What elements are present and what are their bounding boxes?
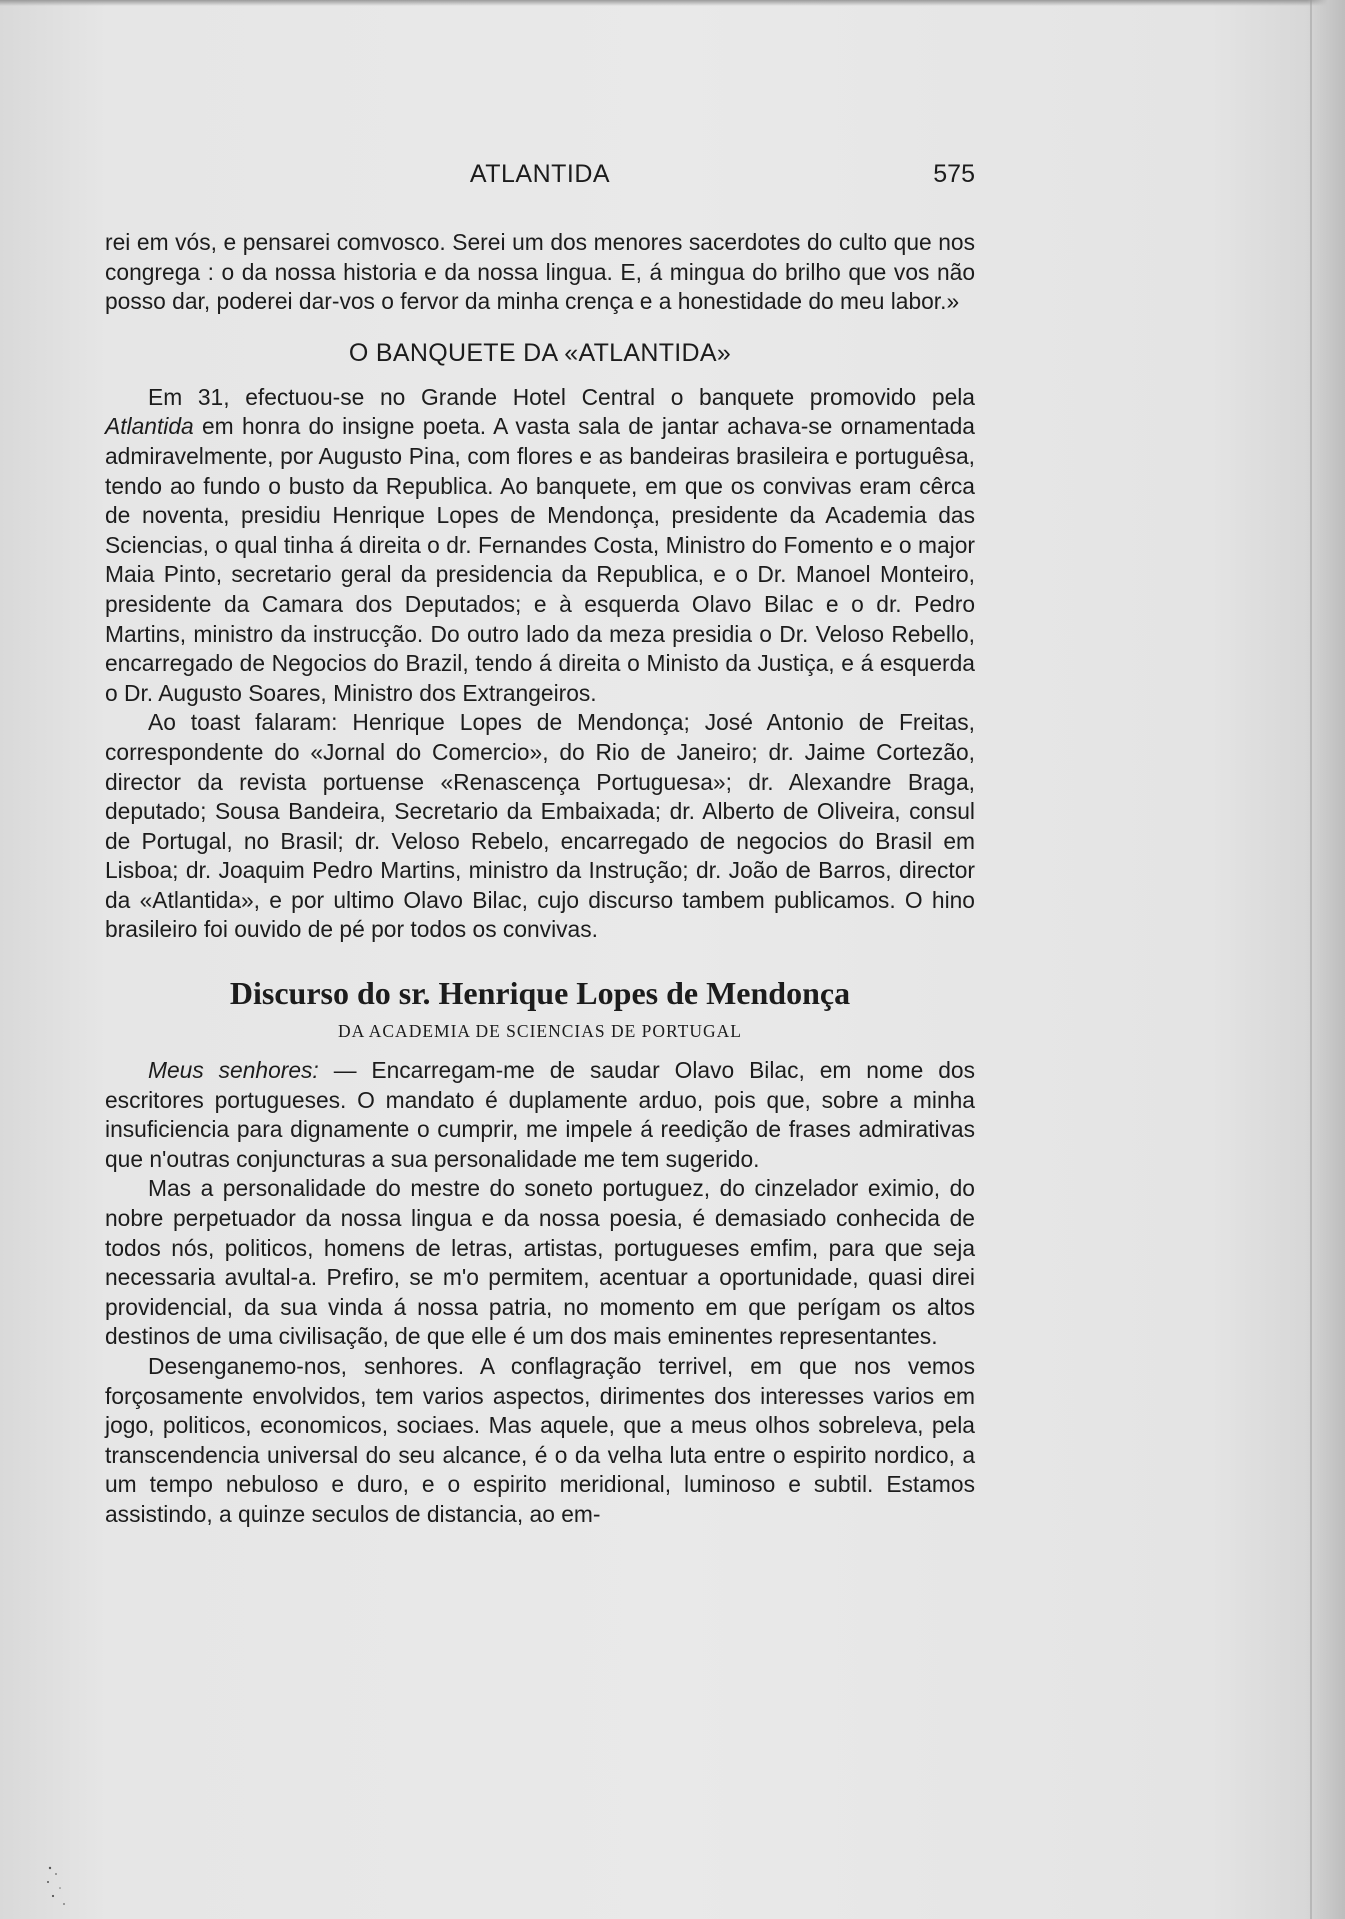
- paragraph-banquet-rest: em honra do insigne poeta. A vasta sala de jantar achava-se ornamentada admiravelmente, por Augusto Pina, com flores e as bandeiras brasileira e portuguêsa, tendo ao fundo o busto da Republica. Ao banquete, em que os convivas eram cêrca de noventa, presidiu Henrique Lopes de Mendonça, presidente da Academia das Sciencias, o qual tinha á direita o dr. Fernandes Costa, Ministro do Fomento e o major Maia Pinto, secretario geral da presidencia da Republica, e o Dr. Manoel Monteiro, presidente da Camara dos Deputados; e à esquerda Olavo Bilac e o dr. Pedro Martins, ministro da instrucção. Do outro lado da meza presidia o Dr. Veloso Rebello, encarregado de Negocios do Brazil, tendo á direita o Ministo da Justiça, e á esquerda o Dr. Augusto Soares, Ministro dos Extrangeiros.: [105, 413, 975, 706]
- paragraph-speech-2: Mas a personalidade do mestre do soneto portuguez, do cinzelador eximio, do nobre perpetuador da nossa lingua e da nossa poesia, é demasiado conhecida de todos nós, politicos, homens de letras, artistas, portugueses emfim, para que seja necessaria avultal-a. Prefiro, se m'o permitem, acentuar a oportunidade, quasi direi providencial, da sua vinda á nossa patria, no momento em que perígam os altos destinos de uma civilisação, de que elle é um dos mais eminentes representantes.: [105, 1175, 975, 1350]
- paper-specks: [40, 1860, 80, 1910]
- paragraph-speech-opening: [105, 1056, 975, 1174]
- running-title: ATLANTIDA: [469, 160, 611, 188]
- page-number: 575: [933, 160, 975, 188]
- paragraph-continued: rei em vós, e pensarei comvosco. Serei um dos menores sacerdotes do culto que nos congrega : o da nossa historia e da nossa lingua. E, á mingua do brilho que vos não posso dar, poderei dar-vos o fervor da minha crença e a honestidade do meu labor.»: [105, 229, 975, 315]
- paragraph-banquet: [105, 383, 975, 709]
- page-body: [105, 228, 975, 1530]
- speech-subtitle: DA ACADEMIA DE SCIENCIAS DE PORTUGAL: [338, 1021, 742, 1042]
- paragraph-speech-3: Desenganemo-nos, senhores. A conflagração terrivel, em que nos vemos forçosamente envolvidos, tem varios aspectos, dirimentes dos interesses varios em jogo, politicos, economicos, sociaes. Mas aquele, que a meus olhos sobreleva, pela transcendencia universal do seu alcance, é o da velha luta entre o espirito nordico, a um tempo nebuloso e duro, e o espirito meridional, luminoso e subtil. Estamos assistindo, a quinze seculos de distancia, ao em-: [105, 1353, 975, 1527]
- speech-opening-rest: — Encarregam-me de saudar Olavo Bilac, em nome dos escritores portugueses. O mandato é duplamente arduo, pois que, sobre a minha insuficiencia para dignamente o cumprir, me impele á reedição de frases admirativas que n'outras conjuncturas a sua personalidade me tem sugerido.: [105, 1057, 975, 1172]
- page-right-edge: [1307, 0, 1345, 1919]
- page-fold-line: [1310, 0, 1312, 1919]
- paragraph-toasts: Ao toast falaram: Henrique Lopes de Mendonça; José Antonio de Freitas, correspondente do «Jornal do Comercio», do Rio de Janeiro; dr. Jaime Cortezão, director da revista portuense «Renascença Portuguesa»; dr. Alexandre Braga, deputado; Sousa Bandeira, Secretario da Embaixada; dr. Alberto de Oliveira, consul de Portugal, no Brasil; dr. Veloso Rebelo, encarregado de negocios do Brasil em Lisboa; dr. Joaquim Pedro Martins, ministro da Instrução; dr. João de Barros, director da «Atlantida», e por ultimo Olavo Bilac, cujo discurso tambem publicamos. O hino brasileiro foi ouvido de pé por todos os convivas.: [105, 709, 975, 943]
- speech-title: Discurso do sr. Henrique Lopes de Mendonça: [229, 975, 851, 1012]
- section-title-banquet: O BANQUETE DA «ATLANTIDA»: [348, 338, 732, 367]
- paragraph-banquet-lead: Em 31, efectuou-se no Grande Hotel Central o banquete promovido pela: [148, 383, 975, 410]
- journal-name-italic: Atlantida: [105, 413, 194, 440]
- running-header: [105, 158, 975, 194]
- speech-salutation: Meus senhores:: [148, 1057, 319, 1084]
- page-top-edge: [0, 0, 1345, 6]
